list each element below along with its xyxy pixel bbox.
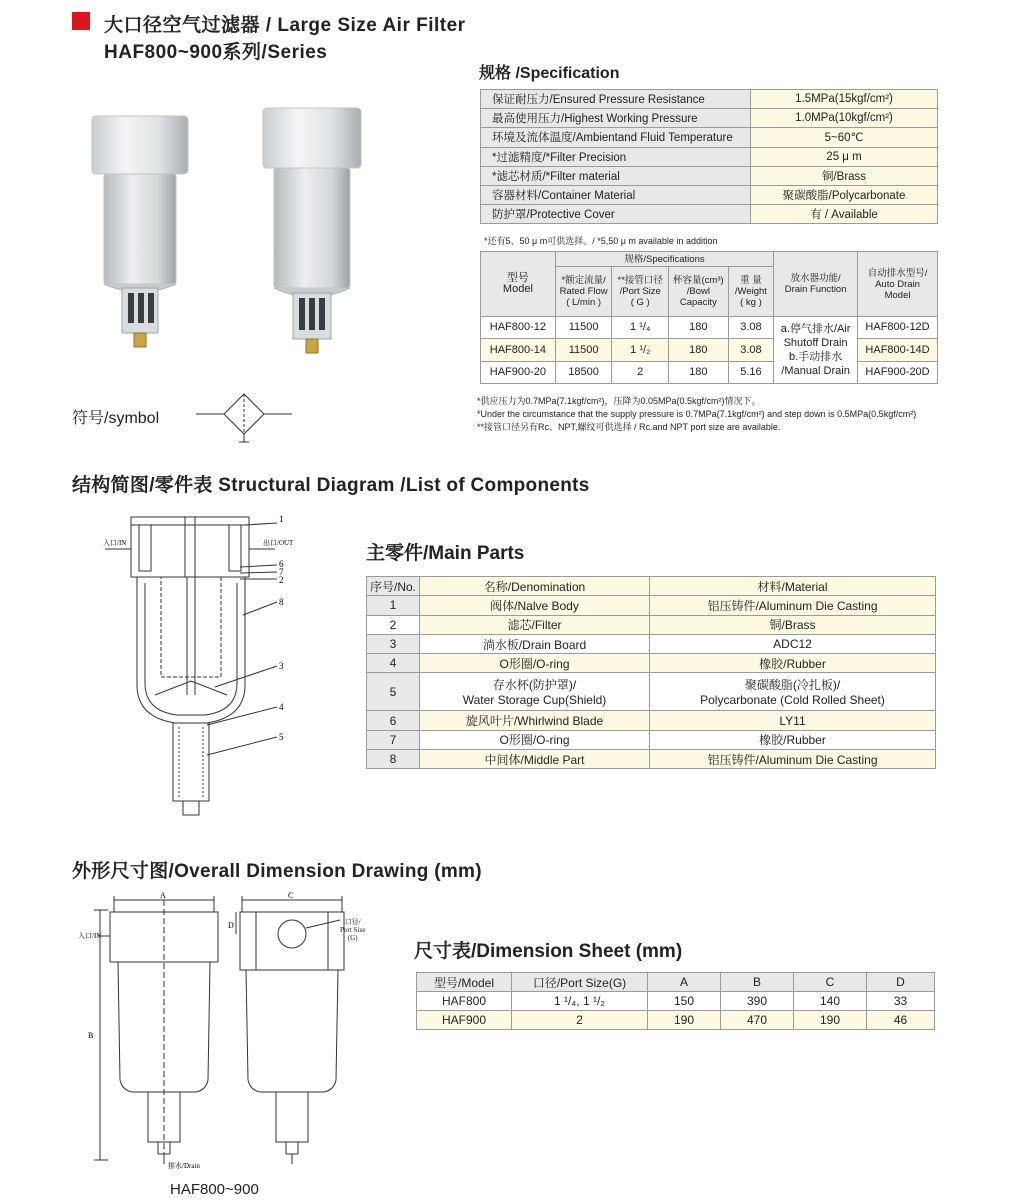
spec-row: *滤芯材质/*Filter material 铜/Brass bbox=[481, 166, 938, 185]
table-row: HAF800-14 11500 1 ¹/₂ 180 3.08 HAF800-14D bbox=[481, 339, 938, 362]
weight-header: 重 量 /Weight ( kg ) bbox=[728, 267, 773, 317]
table-row: 3 淌水板/Drain Board ADC12 bbox=[367, 634, 936, 653]
spec-row: 环境及流体温度/Ambientand Fluid Temperature 5~60℃ bbox=[481, 128, 938, 147]
table-row: 8 中间体/Middle Part 铝压铸件/Aluminum Die Casting bbox=[367, 750, 936, 769]
specification-heading: 规格 /Specification bbox=[479, 65, 620, 82]
dimension-b-label: B bbox=[88, 1031, 94, 1040]
callout-3: 3 bbox=[279, 661, 284, 671]
dimension-d-label: D bbox=[228, 921, 234, 930]
table-row: HAF900 2 190 470 190 46 bbox=[417, 1011, 935, 1030]
callout-1: 1 bbox=[279, 514, 284, 524]
model-notes: *供应压力为0.7MPa(7.1kgf/cm²)，压降为0.05MPa(0.5kgf/cm²)情况下。 *Under the circumstance that the supply pressure is 0.7MPa(7.1kgf/cm²) and step down is 0.5MPa(0.5kgf/cm²) **接管口径另有Rc、NPT,螺纹可供选择 / Rc.and NPT port size are available. bbox=[477, 396, 917, 432]
bowl-header: 杯容量(cm³) /Bowl Capacity bbox=[669, 267, 729, 317]
filter-symbol bbox=[196, 390, 294, 444]
callout-5: 5 bbox=[279, 732, 284, 742]
dimension-c-label: C bbox=[288, 891, 294, 900]
drain-function-cell: a.停气排水/Air Shutoff Drain b.手动排水 /Manual Drain bbox=[774, 317, 858, 384]
product-photos bbox=[80, 100, 380, 365]
spec-row: 最高使用压力/Highest Working Pressure 1.0MPa(10kgf/cm²) bbox=[481, 109, 938, 128]
filter-photo-1 bbox=[92, 116, 188, 347]
inlet-label: 入口/IN bbox=[103, 539, 127, 547]
spec-row: 保证耐压力/Ensured Pressure Resistance 1.5MPa(15kgf/cm²) bbox=[481, 90, 938, 109]
model-table bbox=[480, 251, 938, 384]
dimension-caption: HAF800~900 bbox=[170, 1181, 259, 1198]
spec-row: 容器材料/Container Material 聚碳酸脂/Polycarbonate bbox=[481, 185, 938, 204]
symbol-label: 符号/symbol bbox=[72, 410, 160, 427]
port-size-label: 口径/ Port Size (G) bbox=[340, 918, 366, 942]
table-row: 7 O形圈/O-ring 橡胶/Rubber bbox=[367, 730, 936, 749]
flow-header: *额定流量/ Rated Flow ( L/min ) bbox=[555, 267, 612, 317]
specification-table bbox=[480, 89, 938, 224]
dimension-sheet-heading: 尺寸表/Dimension Sheet (mm) bbox=[414, 941, 683, 962]
dimension-sheet-table: 型号/Model 口径/Port Size(G) A B C D HAF800 1 ¹/₄, 1 ¹/₂ 150 390 140 33 HAF900 2 190 470 190 46 bbox=[416, 972, 935, 1030]
callout-6: 6 bbox=[279, 559, 284, 569]
auto-drain-header: 自动排水型号/ Auto Drain Model bbox=[858, 252, 938, 317]
page-subtitle: HAF800~900系列/Series bbox=[104, 42, 328, 63]
title-marker bbox=[72, 12, 90, 30]
dimension-inlet-label: 入口/IN bbox=[78, 932, 102, 940]
drain-label: 排水/Drain bbox=[168, 1162, 200, 1170]
table-row: HAF800-12 11500 1 ¹/₄ 180 3.08 a.停气排水/Air Shutoff Drain b.手动排水 /Manual Drain HAF800-12D bbox=[481, 317, 938, 339]
table-row: 2 滤芯/Filter 铜/Brass bbox=[367, 615, 936, 634]
dimension-drawing-heading: 外形尺寸图/Overall Dimension Drawing (mm) bbox=[72, 861, 482, 882]
callout-7: 7 bbox=[279, 567, 284, 577]
spec-row: 防护罩/Protective Cover 有 / Available bbox=[481, 205, 938, 224]
table-row: 5 存水杯(防护罩)/ Water Storage Cup(Shield) 聚碳酸脂(冷扎板)/ Polycarbonate (Cold Rolled Sheet) bbox=[367, 673, 936, 711]
filter-precision-note: *还有5、50 μ m可供选择。/ *5,50 μ m available in addition bbox=[484, 236, 718, 246]
table-row: HAF800 1 ¹/₄, 1 ¹/₂ 150 390 140 33 bbox=[417, 992, 935, 1011]
filter-photo-2 bbox=[263, 108, 361, 353]
drain-function-header: 放水器功能/ Drain Function bbox=[774, 252, 858, 317]
table-row: 4 O形圈/O-ring 橡胶/Rubber bbox=[367, 654, 936, 673]
main-parts-heading: 主零件/Main Parts bbox=[366, 543, 525, 564]
table-row: HAF900-20 18500 2 180 5.16 HAF900-20D bbox=[481, 362, 938, 384]
callout-8: 8 bbox=[279, 597, 284, 607]
model-header: 型号 Model bbox=[481, 252, 556, 317]
page-title: 大口径空气过滤器 / Large Size Air Filter bbox=[104, 15, 466, 36]
dimension-a-label: A bbox=[160, 891, 166, 900]
main-parts-table: 序号/No. 名称/Denomination 材料/Material 1 阀体/Nalve Body 铝压铸件/Aluminum Die Casting 2 滤芯/Filter 铜/Brass 3 淌水板/Drain Board ADC12 4 O形圈/O-ring 橡胶/Rubber 5 存水杯(防护罩)/ Water Storage Cup(Shield) 聚碳酸脂(冷扎板)/ Polycarbonate (Cold Rolled Sheet) 6 旋风叶片/Whirlwind Blade LY11 7 O形圈/O-ring 橡胶/Rubber 8 中间体/Middle Part 铝压铸件/Aluminum Die Casting bbox=[366, 576, 936, 769]
spec-group-header: 规格/Specifications bbox=[555, 252, 773, 267]
callout-4: 4 bbox=[279, 702, 284, 712]
callout-2: 2 bbox=[279, 575, 284, 585]
outlet-label: 出口/OUT bbox=[263, 539, 294, 547]
table-row: 1 阀体/Nalve Body 铝压铸件/Aluminum Die Casting bbox=[367, 596, 936, 615]
port-header: **接管口径 /Port Size ( G ) bbox=[612, 267, 669, 317]
structure-heading: 结构简图/零件表 Structural Diagram /List of Components bbox=[72, 475, 590, 496]
structural-diagram bbox=[95, 505, 310, 825]
spec-row: *过滤精度/*Filter Precision 25 μ m bbox=[481, 147, 938, 166]
table-row: 6 旋风叶片/Whirlwind Blade LY11 bbox=[367, 711, 936, 730]
